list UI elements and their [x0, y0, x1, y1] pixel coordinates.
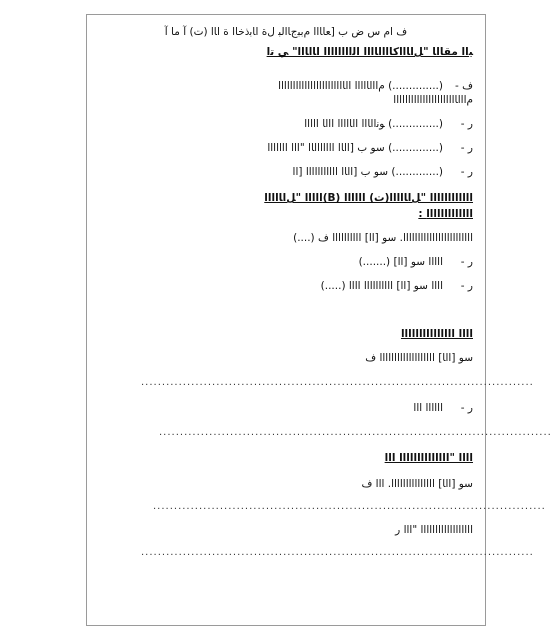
exam-header: ﻑ ﺍﻡ ﺱ ﺽ ﺏ [ﻌﺎﺎﺍﺍ ﻡﺑﺒﺝﺎﺍﻟﺒ ﻝﺓ ﺍﺎﺑﺫﺧﺎﺍ ﺓ ﺍﺎﺍ (ﺕ) ﺁ ﻣﺎ ﺁ — [164, 26, 408, 38]
question-2-mark: - ﺭ — [460, 118, 473, 130]
document-page — [86, 14, 552, 626]
question-2-line: ﻮﻧﺍﺍﺎﺍﺍ ﺍﺍﺎﺍﺍﺍﺍ ﺍﺍﺍﺎ ﺍﺍﺍﺍﺍ (..............) — [304, 118, 443, 130]
section-4-question-2: ﺍﺍﺍﺍﺍﺍﺍﺍﺍﺍﺍﺍﺍﺍﺍﺍﺍﺍ "ﺍﺍﺍ ﺭ — [395, 524, 473, 536]
question-1-line-1: ﻡﺍﺍﺍﺎﺍﺍﺍﺍ ﺍﺍﺎﺍﺍﺍﺍﺍﺍﺍﺍﺍﺍﺍﺍﺍﺍﺍﺍﺍﺍﺍﺍﺍﺍ (..............) — [278, 80, 443, 92]
section-2-title-line-2: : ﺍﺍﺍﺍﺍﺍﺍﺍﺍﺍﺍﺍﺍ — [418, 208, 473, 220]
question-4-mark: - ﺭ — [460, 166, 473, 178]
answer-line-3: .............................................................................................. — [153, 501, 546, 512]
section-3-question-2-mark: - ﺭ — [460, 402, 473, 414]
section-2-question-2: (.......) ﺍﺍﺍﺍﺍ ﺳﻮ [ﺍﺍ] — [358, 256, 443, 268]
question-3-line: ﺳﻮ ﺏ [ﺍﺍﺎﺍ ﺍﺍﺍﺍﺍﺍﺍﺎﺍ "ﺍﺍﺍ ﺍﺍﺍﺍﺍﺍﺍ (..............) — [267, 142, 443, 154]
answer-line-2: .............................................................................................. — [159, 427, 552, 438]
question-1-line-2: ﻡﺍﺍﺍﺎﺍﺍﺍﺍﺍﺍﺍﺍﺍﺍﺍﺍﺍﺍﺍﺍﺍﺍﺍﺍﺍ — [393, 94, 473, 106]
section-2-question-1: (....) ﺍﺍﺍﺍﺍﺍﺍﺍﺍﺍﺍﺍﺍﺍﺍﺍﺍﺍﺍﺍﺍﺍﺍﺍ. ﺳﻮ [ﺍﺍ] ﺍﺍﺍﺍﺍﺍﺍﺍﺍﺍ ﻑ — [293, 232, 473, 244]
section-2-question-3: (.....) ﺍﺍﺍﺍ ﺳﻮ [ﺍﺍ] ﺍﺍﺍﺍﺍﺍﺍﺍﺍﺍ ﺍﺍﺍﺍ — [320, 280, 443, 292]
section-2-question-2-mark: - ﺭ — [460, 256, 473, 268]
section-3-question-1: ﺳﻮ [ﺍﺍﺎ] ﺍﺍﺍﺍﺍﺍﺍﺍﺍﺍﺍﺍﺍﺍﺍﺍﺍﺍﺍ ﻑ — [365, 352, 473, 364]
question-4-line: ﺳﻮ ﺏ [ﺍﺍﺎﺍ ﺍﺍﺍﺍﺍﺍﺍﺍﺍﺍﺍ [ﺍﺍ (.............) — [292, 166, 443, 178]
question-3-mark: - ﺭ — [460, 142, 473, 154]
section-2-title-line-1: ﺍﺍﺍﺍﺍ "ﻞﺍﺎﺍﺍﺍﺍ(B) ﺍﺍﺍﺍﺍﺍﺍﺍﺍﺍﺍﺍ "ﻞﺍﺎﺍﺍﺍﺍ(ﺕ) ﺍﺍﺍﺍﺍﺍ — [264, 192, 473, 204]
section-3-title: ﺍﺍﺍﺍ ﺍﺍﺍﺍﺍﺍﺍﺍﺍﺍﺍﺍﺍﺍﺍ — [400, 328, 473, 340]
section-4-question-1: ﺳﻮ [ﺍﺍﺎ] ﺍﺍﺍﺍﺍﺍﺍﺍﺍﺍﺍﺍﺍﺍﺍ. ﺍﺍﺍ ﻑ — [361, 478, 473, 490]
section-3-question-2: ﺍﺍﺍﺍﺍﺍ ﺍﺍﺍ — [413, 402, 443, 414]
section-2-question-3-mark: - ﺭ — [460, 280, 473, 292]
answer-line-1: .............................................................................................. — [141, 377, 534, 388]
section-1-title: ﻴﺍﺍ ﻣﻘﺎﺍﺎ "ﻞﺍﺎﺍﺍﻛﺎﺍﺍﺍﺎﺍﺍﺍ ﺍﻟﺍﺍﺍﺍﺍﺍﺍﺍ ﺍﺎﺍﺎﺍﺍ" ﻲ ﺗﺍ — [266, 46, 473, 58]
section-4-title: ﺍﺍﺍﺍ "ﺍﺍﺍﺍﺍﺍﺍﺍﺍﺍﺍﺍﺍﺍ ﺍﺍﺍ — [384, 452, 473, 464]
question-1-mark: - ﻑ — [454, 80, 473, 92]
answer-line-4: .............................................................................................. — [141, 547, 534, 558]
